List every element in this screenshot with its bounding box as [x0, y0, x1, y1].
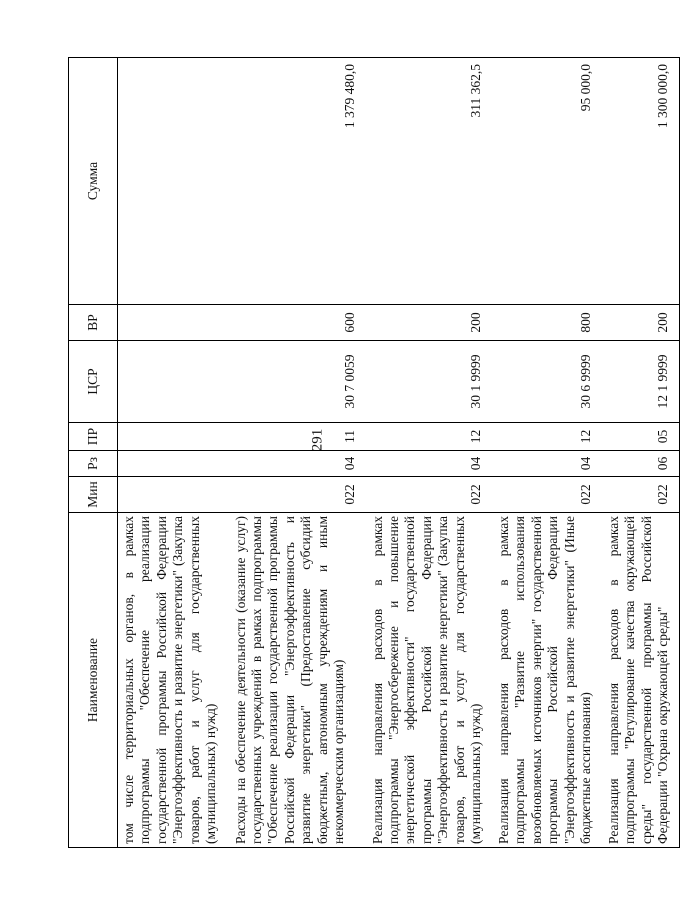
row-sum — [118, 58, 230, 305]
row-rz — [118, 451, 230, 477]
budget-table — [68, 57, 680, 848]
table-header-row — [69, 58, 118, 848]
row-min — [118, 477, 230, 513]
row-sum: 1 379 480,0 — [230, 58, 367, 305]
row-min: 022 — [367, 477, 493, 513]
row-rz: 04 — [493, 451, 603, 477]
header-pr: ПР — [69, 423, 118, 451]
row-pr: 05 — [603, 423, 680, 451]
row-pr: 12 — [367, 423, 493, 451]
row-sum: 1 300 000,0 — [603, 58, 680, 305]
row-csr — [118, 341, 230, 423]
row-rz: 04 — [230, 451, 367, 477]
row-vr: 800 — [493, 305, 603, 341]
rotated-page — [68, 58, 670, 848]
row-name: Реализация направления расходов в рамках подпрограммы "Развитие использования возобновляемых источников энергии" государственной программы Российской Федерации "Энергоэффективность и развитие энергетики" (Иные бюджетные ассигнования) — [493, 513, 603, 848]
row-name: Реализация направления расходов в рамках подпрограммы "Энергосбережение и повышение энергетической эффективности" государственной программы Российской Федерации "Энергоэффективность и развитие энергетики" (Закупка товаров, работ и услуг для государственных (муниципальных) нужд) — [367, 513, 493, 848]
row-vr: 200 — [603, 305, 680, 341]
header-vr: ВР — [69, 305, 118, 341]
row-pr: 11 — [230, 423, 367, 451]
row-csr: 30 7 0059 — [230, 341, 367, 423]
row-vr: 200 — [367, 305, 493, 341]
table-row — [118, 58, 230, 848]
row-name: том числе территориальных органов, в рамках подпрограммы "Обеспечение реализации государственной программы Российской Федерации "Энергоэффективность и развитие энергетики" (Закупка товаров, работ и услуг для государственных (муниципальных) нужд) — [118, 513, 230, 848]
row-csr: 30 6 9999 — [493, 341, 603, 423]
row-name: Реализация направления расходов в рамках подпрограммы "Регулирование качества окружающей среды" государственной программы Российской Федерации "Охрана окружающей среды" — [603, 513, 680, 848]
row-csr: 30 1 9999 — [367, 341, 493, 423]
table-row — [603, 58, 680, 848]
page-number: 291 — [309, 428, 326, 452]
header-csr: ЦСР — [69, 341, 118, 423]
row-sum: 311 362,5 — [367, 58, 493, 305]
row-rz: 06 — [603, 451, 680, 477]
header-min: Мин — [69, 477, 118, 513]
header-name: Наименование — [69, 513, 118, 848]
row-vr: 600 — [230, 305, 367, 341]
row-name: Расходы на обеспечение деятельности (оказание услуг) государственных учреждений в рамках подпрограммы "Обеспечение реализации государственной программы Российской Федерации "Энергоэффективность и развитие энергетики" (Предоставление субсидий бюджетным, автономным учреждениям и иным некоммерческим организациям) — [230, 513, 367, 848]
table-row — [230, 58, 367, 848]
row-min: 022 — [493, 477, 603, 513]
row-vr — [118, 305, 230, 341]
row-min: 022 — [230, 477, 367, 513]
row-csr: 12 1 9999 — [603, 341, 680, 423]
header-rz: Рз — [69, 451, 118, 477]
table-row — [367, 58, 493, 848]
table-row — [493, 58, 603, 848]
row-rz: 04 — [367, 451, 493, 477]
row-pr — [118, 423, 230, 451]
header-sum: Сумма — [69, 58, 118, 305]
row-pr: 12 — [493, 423, 603, 451]
row-min: 022 — [603, 477, 680, 513]
row-sum: 95 000,0 — [493, 58, 603, 305]
